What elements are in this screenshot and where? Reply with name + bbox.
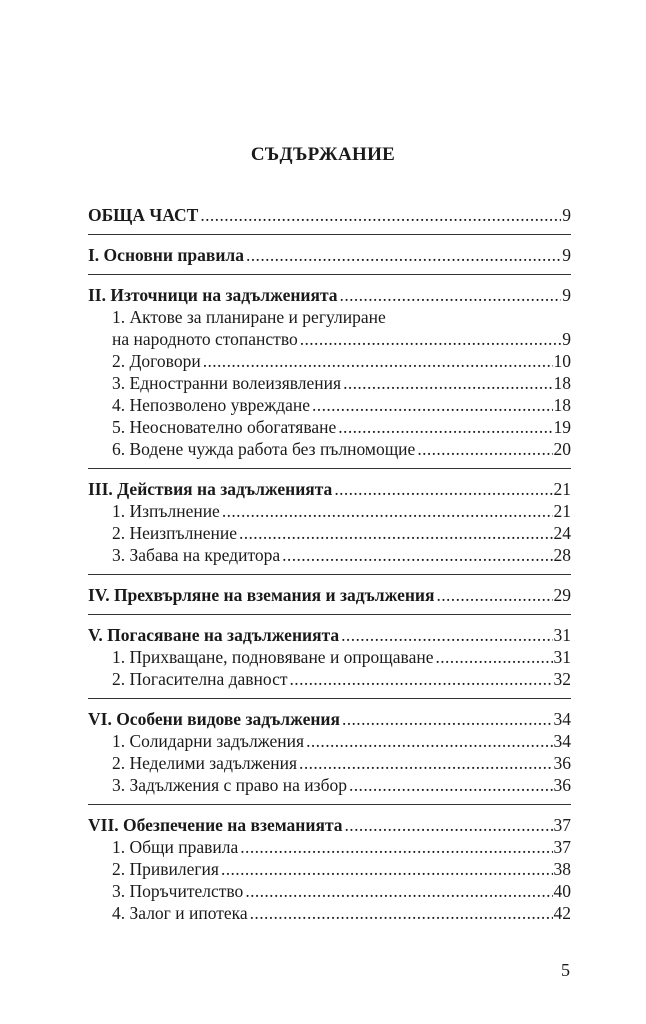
- toc-entry-section-4[interactable]: [88, 584, 571, 606]
- toc-entry-label: II. Източници на задълженията: [88, 285, 338, 305]
- toc-subentry[interactable]: [88, 646, 571, 668]
- dot-leader: [222, 500, 553, 522]
- toc-subentry[interactable]: [88, 500, 571, 522]
- toc-subentry[interactable]: [88, 836, 571, 858]
- toc-entry-label: 5. Неоснователно обогатяване: [112, 417, 337, 437]
- toc-entry-label: 1. Солидарни задължения: [112, 731, 305, 751]
- section-divider: [88, 614, 571, 615]
- toc-entry-label: 2. Неизпълнение: [112, 523, 237, 543]
- toc-subentry[interactable]: [88, 730, 571, 752]
- toc-subentry[interactable]: [88, 350, 571, 372]
- dot-leader: [239, 522, 553, 544]
- toc-entry-page: 21: [553, 479, 571, 499]
- toc-entry-label: 4. Залог и ипотека: [112, 903, 248, 923]
- dot-leader: [306, 730, 552, 752]
- toc-entry-label: 3. Поръчителство: [112, 881, 244, 901]
- toc-entry-label: VI. Особени видове задължения: [88, 709, 340, 729]
- toc-subentry[interactable]: [88, 880, 571, 902]
- toc-entry-label: 2. Привилегия: [112, 859, 219, 879]
- toc-entry-page: 34: [553, 709, 571, 729]
- section-divider: [88, 234, 571, 235]
- toc-entry-page: 9: [562, 329, 571, 349]
- toc-entry-page: 36: [553, 775, 571, 795]
- dot-leader: [250, 902, 553, 924]
- dot-leader: [417, 438, 552, 460]
- dot-leader: [435, 646, 552, 668]
- dot-leader: [203, 350, 553, 372]
- toc-entry-label: 4. Непозволено увреждане: [112, 395, 311, 415]
- toc-entry-page: 38: [553, 859, 571, 879]
- table-of-contents: [88, 204, 571, 924]
- dot-leader: [200, 204, 561, 226]
- toc-entry-page: 21: [553, 501, 571, 521]
- toc-entry-label: 6. Водене чужда работа без пълномощие: [112, 439, 416, 459]
- section-divider: [88, 804, 571, 805]
- toc-subentry[interactable]: [88, 668, 571, 690]
- toc-entry-label: IV. Прехвърляне на вземания и задължения: [88, 585, 435, 605]
- toc-entry-page: 29: [553, 585, 571, 605]
- toc-subentry[interactable]: [88, 752, 571, 774]
- dot-leader: [338, 416, 552, 438]
- toc-entry-label: 1. Изпълнение: [112, 501, 220, 521]
- toc-entry-page: 10: [553, 351, 571, 371]
- toc-entry-page: 36: [553, 753, 571, 773]
- dot-leader: [343, 372, 552, 394]
- toc-entry-page: 42: [553, 903, 571, 923]
- toc-subentry[interactable]: [88, 372, 571, 394]
- section-divider: [88, 468, 571, 469]
- dot-leader: [345, 814, 553, 836]
- section-divider: [88, 698, 571, 699]
- section-divider: [88, 574, 571, 575]
- toc-entry-section-3[interactable]: [88, 478, 571, 500]
- dot-leader: [349, 774, 553, 796]
- toc-subentry[interactable]: [88, 858, 571, 880]
- toc-entry-section-6[interactable]: [88, 708, 571, 730]
- toc-subentry-line[interactable]: 1. Актове за планиране и регулиране: [112, 307, 386, 327]
- toc-entry-label: ОБЩА ЧАСТ: [88, 205, 199, 225]
- toc-entry-page: 18: [553, 373, 571, 393]
- toc-entry-label: на народното стопанство: [112, 329, 298, 349]
- dot-leader: [245, 880, 552, 902]
- toc-entry-label: 2. Погасителна давност: [112, 669, 288, 689]
- toc-entry-label: 2. Договори: [112, 351, 201, 371]
- toc-entry-label: 3. Задължения с право на избор: [112, 775, 347, 795]
- toc-entry-page: 9: [562, 245, 571, 265]
- dot-leader: [334, 478, 552, 500]
- dot-leader: [300, 328, 562, 350]
- toc-subentry[interactable]: [88, 774, 571, 796]
- toc-entry-page: 18: [553, 395, 571, 415]
- toc-entry-page: 28: [553, 545, 571, 565]
- toc-entry-page: 19: [553, 417, 571, 437]
- toc-entry-page: 9: [562, 205, 571, 225]
- toc-entry-section-5[interactable]: [88, 624, 571, 646]
- toc-entry-label: 3. Забава на кредитора: [112, 545, 281, 565]
- page-number: 5: [561, 960, 570, 980]
- dot-leader: [240, 836, 552, 858]
- toc-entry-label: V. Погасяване на задълженията: [88, 625, 340, 645]
- dot-leader: [312, 394, 552, 416]
- toc-subentry[interactable]: [88, 394, 571, 416]
- toc-entry-page: 31: [553, 625, 571, 645]
- toc-entry-page: 32: [553, 669, 571, 689]
- dot-leader: [221, 858, 553, 880]
- toc-entry-label: VII. Обезпечение на вземанията: [88, 815, 343, 835]
- toc-entry-label: 3. Едностранни волеизявления: [112, 373, 342, 393]
- toc-entry-section-1[interactable]: [88, 244, 571, 266]
- toc-entry-general-part[interactable]: [88, 204, 571, 226]
- page-title: СЪДЪРЖАНИЕ: [250, 144, 396, 165]
- toc-entry-label: I. Основни правила: [88, 245, 244, 265]
- toc-subentry[interactable]: [88, 438, 571, 460]
- section-divider: [88, 274, 571, 275]
- dot-leader: [342, 708, 553, 730]
- dot-leader: [299, 752, 552, 774]
- toc-subentry[interactable]: [88, 544, 571, 566]
- toc-entry-label: 1. Прихващане, подновяване и опрощаване: [112, 647, 434, 667]
- toc-entry-page: 9: [562, 285, 571, 305]
- toc-entry-page: 37: [553, 815, 571, 835]
- dot-leader: [341, 624, 552, 646]
- toc-subentry[interactable]: [88, 416, 571, 438]
- toc-entry-page: 24: [553, 523, 571, 543]
- toc-subentry[interactable]: [88, 328, 571, 350]
- toc-subentry[interactable]: [88, 522, 571, 544]
- dot-leader: [282, 544, 552, 566]
- toc-entry-page: 37: [553, 837, 571, 857]
- toc-entry-section-2[interactable]: [88, 284, 571, 306]
- toc-entry-label: III. Действия на задълженията: [88, 479, 333, 499]
- toc-entry-page: 20: [553, 439, 571, 459]
- dot-leader: [290, 668, 553, 690]
- toc-entry-page: 31: [553, 647, 571, 667]
- toc-entry-section-7[interactable]: [88, 814, 571, 836]
- toc-entry-page: 40: [553, 881, 571, 901]
- toc-entry-page: 34: [553, 731, 571, 751]
- toc-entry-label: 1. Общи правила: [112, 837, 239, 857]
- toc-subentry[interactable]: [88, 902, 571, 924]
- dot-leader: [246, 244, 561, 266]
- dot-leader: [340, 284, 562, 306]
- toc-entry-label: 2. Неделими задължения: [112, 753, 298, 773]
- dot-leader: [436, 584, 552, 606]
